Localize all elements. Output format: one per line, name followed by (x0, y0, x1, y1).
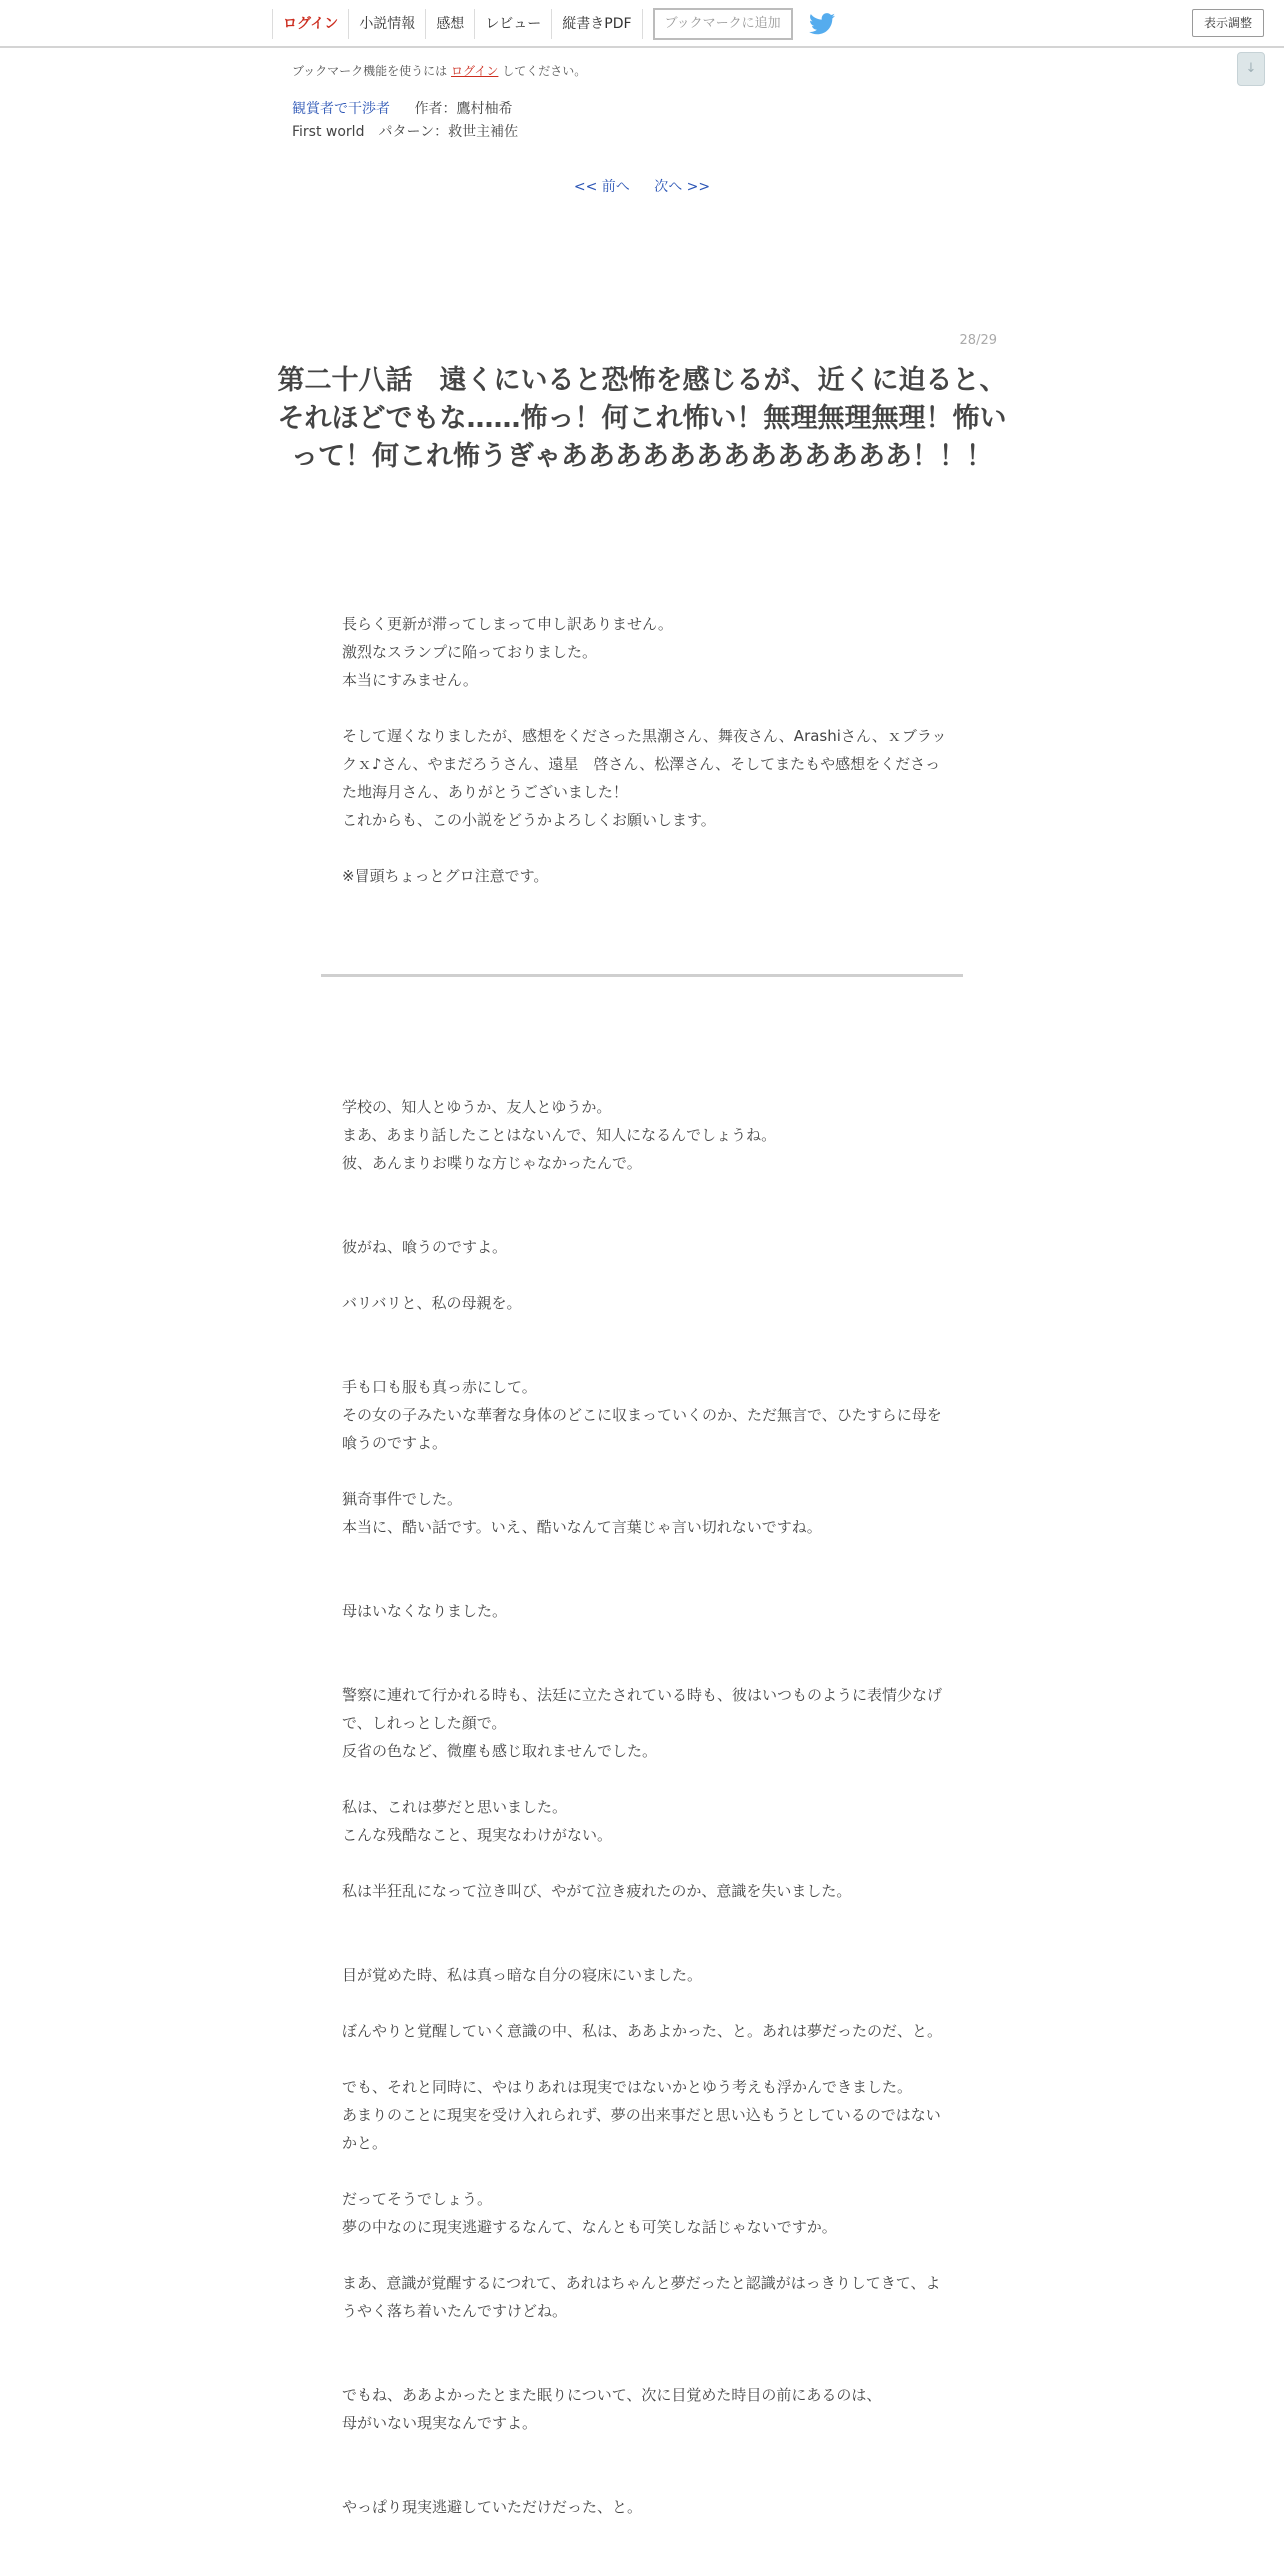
twitter-icon[interactable] (809, 13, 835, 35)
author-name: 作者：鷹村柚希 (414, 101, 513, 117)
bookmark-note-prefix: ブックマーク機能を使うには (292, 64, 448, 78)
prev-chapter-link[interactable]: << 前へ (573, 179, 630, 195)
bookmark-login-link[interactable]: ログイン (451, 64, 499, 78)
chapter-subtitle: First world パターン：救世主補佐 (292, 124, 519, 140)
chapter-pager (0, 176, 1284, 196)
nav-review-link[interactable]: レビュー (474, 9, 551, 39)
nav-novel-info-link[interactable]: 小説情報 (348, 9, 425, 39)
display-settings-button[interactable]: 表示調整 (1192, 9, 1264, 37)
preface-text-block (342, 610, 952, 890)
bookmark-note-suffix: してください。 (502, 64, 587, 78)
series-title-link[interactable]: 観賞者で干渉者 (292, 101, 390, 117)
nav-impressions-link[interactable]: 感想 (425, 9, 474, 39)
main-text: 学校の、知人とゆうか、友人とゆうか。 まあ、あまり話したことはないんで、知人になるんでしょうね。 彼、あんまりお喋りな方じゃなかったんで。 彼がね、喰うのですよ。 バリバリと、私の母親を。 手も口も服も真っ赤にして。 その女の子みたいな華奢な身体のどこに収まっていくのか、ただ無言で、ひたすらに母を喰うのですよ。 猟奇事件でした。 本当に、酷い話です。いえ、酷いなんて言葉じゃ言い切れないですね。 母はいなくなりました。 警察に連れて行かれる時も、法廷に立たされている時も、彼はいつものように表情少なげで、しれっとした顔で。 反省の色など、微塵も感じ取れませんでした。 私は、これは夢だと思いました。 こんな残酷なこと、現実なわけがない。 私は半狂乱になって泣き叫び、やがて泣き疲れたのか、意識を失いました。 目が覚めた時、私は真っ暗な自分の寝床にいました。 ぼんやりと覚醒していく意識の中、私は、ああよかった、と。あれは夢だったのだ、と。 でも、それと同時に、やはりあれは現実ではないかとゆう考えも浮かんできました。 あまりのことに現実を受け入れられず、夢の出来事だと思い込もうとしているのではないかと。 だってそうでしょう。 夢の中なのに現実逃避するなんて、なんとも可笑しな話じゃないですか。 まあ、意識が覚醒するにつれて、あれはちゃんと夢だったと認識がはっきりしてきて、ようやく落ち着いたんですけどね。 でもね、ああよかったとまた眠りについて、次に目覚めた時目の前にあるのは、 母がいない現実なんですよ。 やっぱり現実逃避していただけだった、と。 (342, 1098, 943, 2516)
bookmark-login-note (292, 62, 586, 79)
arrow-down-icon: ↓ (1245, 61, 1257, 76)
scroll-down-button[interactable] (1237, 52, 1265, 86)
next-chapter-link[interactable]: 次へ >> (654, 179, 711, 195)
nav-menu (272, 8, 835, 40)
series-info (292, 98, 512, 118)
nav-login-link[interactable]: ログイン (272, 9, 348, 39)
preface-text: 長らく更新が滞ってしまって申し訳ありません。 激烈なスランプに陥っておりました。 本当にすみません。 そして遅くなりましたが、感想をくださった黒潮さん、舞夜さん、Arashiさん、ｘブラックｘ♪さん、やまだろうさん、遠星 啓さん、松澤さん、そしてまたもや感想をくださった地海月さん、ありがとうございました！ これからも、この小説をどうかよろしくお願いします。 ※冒頭ちょっとグロ注意です。 (342, 615, 947, 885)
chapter-title: 第二十八話 遠くにいると恐怖を感じるが、近くに迫ると、それほどでもな……怖っ！何これ怖い！無理無理無理！怖いって！何これ怖うぎゃあああああああああああああ！！！ (277, 365, 1007, 472)
main-text-block (342, 1093, 952, 2521)
section-divider (321, 974, 963, 977)
nav-vertical-pdf-link[interactable]: 縦書きPDF (551, 9, 642, 39)
add-bookmark-button[interactable]: ブックマークに追加 (653, 8, 793, 40)
page-number: 28/29 (959, 333, 997, 348)
top-nav (0, 0, 1284, 48)
